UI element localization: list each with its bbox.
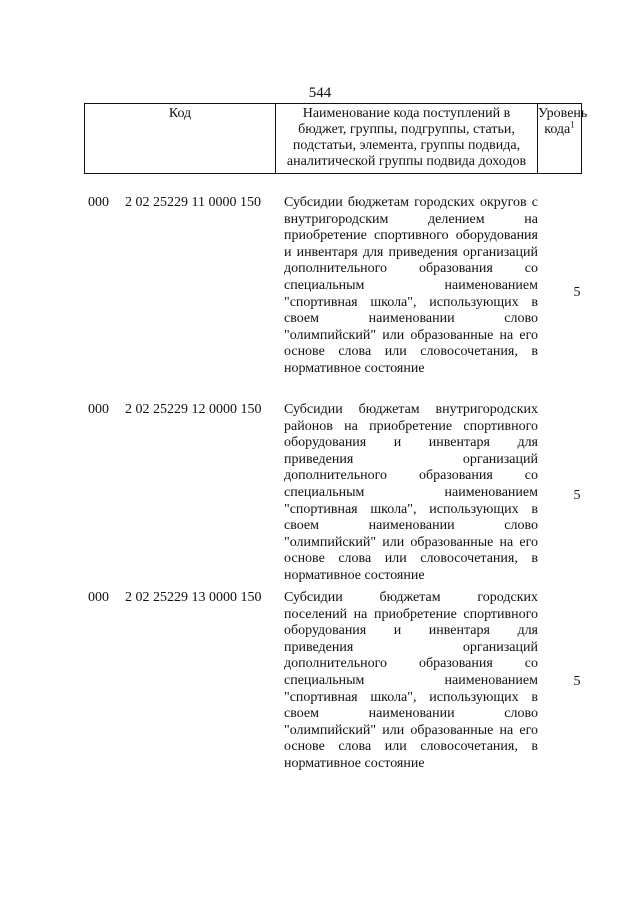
revenue-description: Субсидии бюджетам городских округов с внутригородским делением на приобретение спортивного оборудования и инвентаря для приведения организаций дополнительного образования со специальным наименованием "спортивная школа", использующих в своем наименовании слово "олимпийский" или образованные на его основе слова или словосочетания, в нормативное состояние (284, 195, 538, 376)
revenue-description: Субсидии бюджетам внутригородских районов на приобретение спортивного оборудования и инвентаря для приведения организаций дополнительного образования со специальным наименованием "спортивная школа", использующих в своем наименовании слово "олимпийский" или образованные на его основе слова или словосочетания, в нормативное состояние (284, 402, 538, 583)
header-code: Код (168, 106, 192, 121)
table-row (0, 195, 640, 395)
admin-code: 000 (88, 195, 109, 210)
admin-code: 000 (88, 590, 109, 605)
admin-code: 000 (88, 402, 109, 417)
header-level-footnote: 1 (570, 119, 575, 130)
page-number: 544 (308, 85, 332, 101)
table-row (0, 402, 640, 587)
header-level: Уровень кода (538, 106, 588, 137)
code-level: 5 (573, 488, 581, 503)
table-header (84, 103, 588, 174)
header-level-cell (538, 104, 588, 174)
revenue-description: Субсидии бюджетам городских поселений на приобретение спортивного оборудования и инвентаря для приведения организаций дополнительного образования со специальным наименованием "спортивная школа", использующих в своем наименовании слово "олимпийский" или образованные на его основе слова или словосочетания, в нормативное состояние (284, 590, 538, 771)
revenue-code: 2 02 25229 11 0000 150 (125, 195, 261, 210)
header-name: Наименование кода поступлений в бюджет, группы, подгруппы, статьи, подстатьи, элемента, группы подвида, аналитической группы подвида доходов (286, 106, 527, 169)
code-level: 5 (573, 674, 581, 689)
code-level: 5 (573, 285, 581, 300)
header-code-cell (85, 104, 276, 174)
header-name-cell (276, 104, 538, 174)
revenue-code: 2 02 25229 13 0000 150 (125, 590, 262, 605)
table-row (0, 590, 640, 775)
revenue-code: 2 02 25229 12 0000 150 (125, 402, 262, 417)
